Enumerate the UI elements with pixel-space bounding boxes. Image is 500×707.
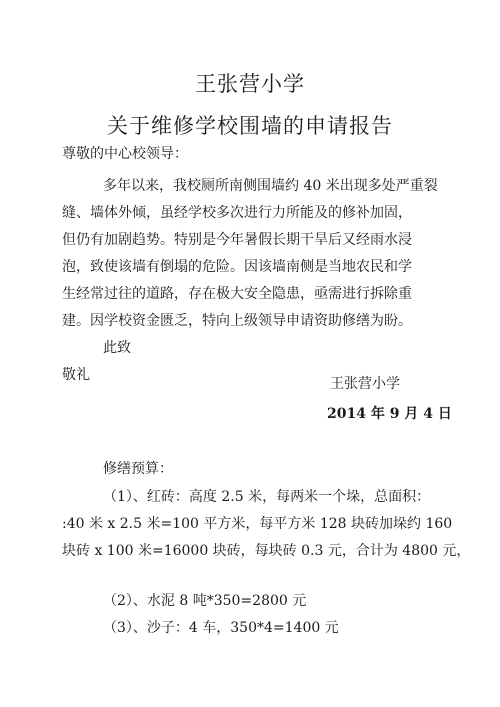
signature-school: 王张营小学: [330, 376, 400, 392]
budget-line-4: （2）、水泥 8 吨*350=2800 元: [103, 593, 307, 609]
body-line-1: 多年以来，我校厕所南侧围墙约 40 米出现多处严重裂: [103, 178, 438, 194]
signature-date: 2014 年 9 月 4 日: [327, 406, 452, 422]
budget-line-5: （3）、沙子：4 车，350*4=1400 元: [103, 620, 339, 636]
budget-line-1: （1）、红砖：高度 2.5 米，每两米一个垛，总面积：: [103, 489, 431, 505]
body-line-5: 生经常过往的道路，存在极大安全隐患，亟需进行拆除重: [62, 286, 412, 302]
budget-line-3: 块砖 x 100 米=16000 块砖，每块砖 0.3 元，合计为 4800 元，: [62, 543, 471, 559]
school-name-heading: 王张营小学: [195, 72, 305, 96]
salutation: 尊敬的中心校领导：: [62, 146, 188, 162]
closing-jingli: 敬礼: [62, 367, 90, 383]
body-line-6: 建。因学校资金匮乏，特向上级领导申请资助修缮为盼。: [62, 313, 412, 329]
body-line-4: 泡，致使该墙有倒塌的危险。因该墙南侧是当地农民和学: [62, 259, 412, 275]
closing-cizhi: 此致: [103, 340, 131, 356]
body-line-2: 缝、墙体外倾，虽经学校多次进行力所能及的修补加固，: [62, 205, 412, 221]
report-title: 关于维修学校围墙的申请报告: [107, 114, 393, 138]
budget-line-2: :40 米 x 2.5 米=100 平方米，每平方米 128 块砖加垛约 160: [62, 516, 453, 532]
budget-title: 修缮预算：: [103, 461, 173, 477]
body-line-3: 但仍有加剧趋势。特别是今年暑假长期干旱后又经雨水浸: [62, 232, 412, 248]
